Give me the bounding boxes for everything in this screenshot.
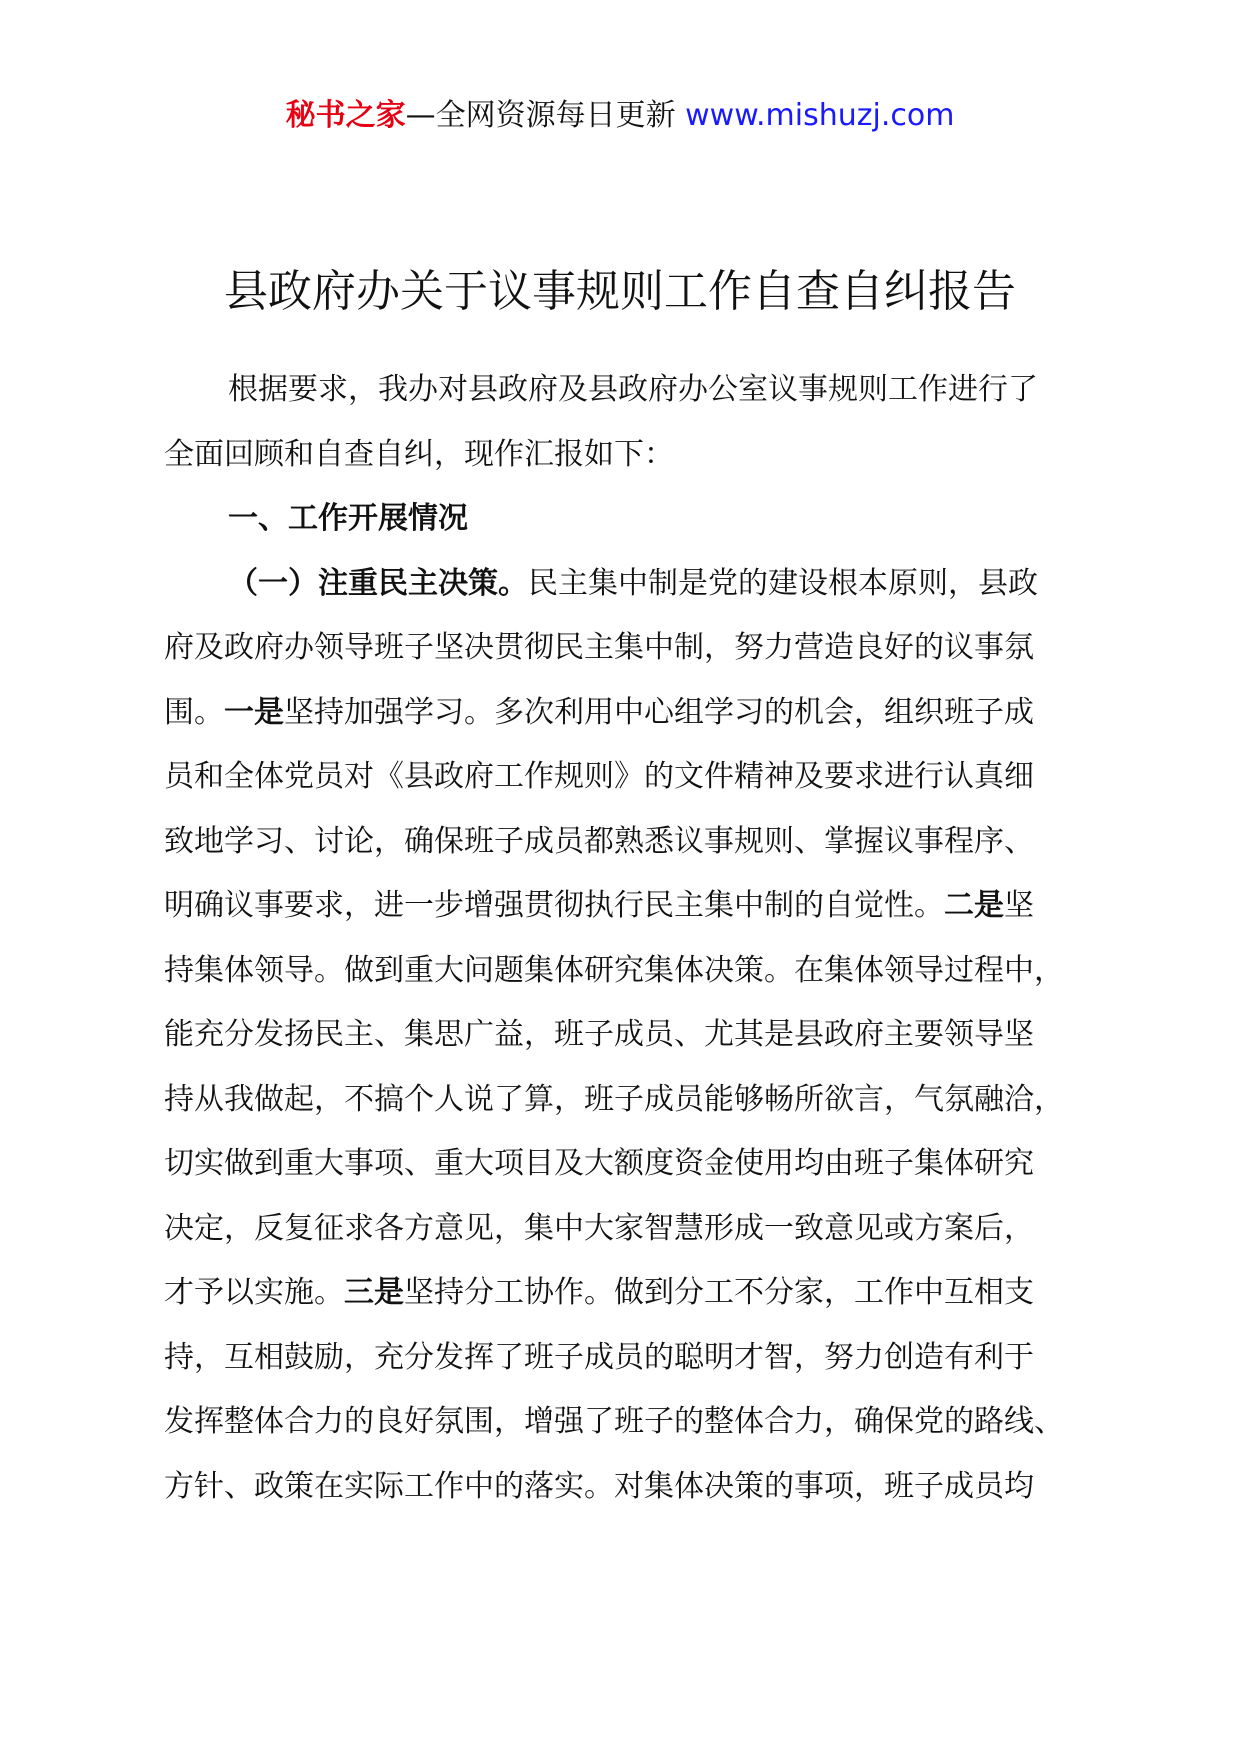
subsection-heading: （一）注重民主决策。 <box>228 565 528 601</box>
point-marker: 二是 <box>944 888 1004 923</box>
body-line <box>164 423 1084 488</box>
site-url[interactable]: www.mishuzj.com <box>685 98 955 133</box>
body-line <box>164 1132 1084 1197</box>
body-line <box>164 874 1084 939</box>
line-text: 全面回顾和自查自纠，现作汇报如下： <box>164 436 674 472</box>
line-text: 员和全体党员对《县政府工作规则》的文件精神及要求进行认真细 <box>164 759 1034 794</box>
line-text: 持从我做起，不搞个人说了算，班子成员能够畅所欲言，气氛融洽， <box>164 1081 1064 1117</box>
point-marker: 一是 <box>224 694 284 730</box>
line-text: 围。 <box>164 694 224 730</box>
body-line <box>164 616 1084 681</box>
document-body <box>164 358 1084 1519</box>
line-text: 府及政府办领导班子坚决贯彻民主集中制，努力营造良好的议事氛 <box>164 630 1034 665</box>
line-text: 民主集中制是党的建设根本原则，县政 <box>528 565 1038 601</box>
brand-slogan: —全网资源每日更新 <box>405 98 686 133</box>
line-text: 坚持分工协作。做到分工不分家，工作中互相支 <box>404 1275 1034 1310</box>
body-line <box>164 810 1084 875</box>
line-text: 坚 <box>1004 888 1034 923</box>
line-text: 切实做到重大事项、重大项目及大额度资金使用均由班子集体研究 <box>164 1146 1034 1181</box>
body-line <box>164 358 1084 423</box>
section-heading <box>164 487 1084 552</box>
point-marker: 三是 <box>344 1275 404 1310</box>
line-text: 一、工作开展情况 <box>228 501 468 536</box>
line-text: 明确议事要求，进一步增强贯彻执行民主集中制的自觉性。 <box>164 888 944 923</box>
body-line <box>164 1390 1084 1455</box>
line-text: 方针、政策在实际工作中的落实。对集体决策的事项，班子成员均 <box>164 1468 1034 1504</box>
body-line <box>164 1326 1084 1391</box>
line-text: 根据要求，我办对县政府及县政府办公室议事规则工作进行了 <box>228 372 1038 407</box>
body-line <box>164 1197 1084 1262</box>
line-text: 致地学习、讨论，确保班子成员都熟悉议事规则、掌握议事程序、 <box>164 823 1034 859</box>
line-text: 持，互相鼓励，充分发挥了班子成员的聪明才智，努力创造有利于 <box>164 1339 1034 1375</box>
line-text: 发挥整体合力的良好氛围，增强了班子的整体合力，确保党的路线、 <box>164 1404 1064 1439</box>
body-line <box>164 1455 1084 1520</box>
line-text: 能充分发扬民主、集思广益，班子成员、尤其是县政府主要领导坚 <box>164 1017 1034 1052</box>
body-line <box>164 1003 1084 1068</box>
line-text: 才予以实施。 <box>164 1275 344 1310</box>
body-line <box>164 1068 1084 1133</box>
body-line <box>164 1261 1084 1326</box>
body-line <box>164 552 1084 617</box>
body-line <box>164 681 1084 746</box>
site-banner <box>0 96 1240 136</box>
brand-name: 秘书之家 <box>285 98 406 133</box>
line-text: 坚持加强学习。多次利用中心组学习的机会，组织班子成 <box>284 694 1034 730</box>
body-line <box>164 745 1084 810</box>
document-title: 县政府办关于议事规则工作自查自纠报告 <box>224 266 1016 317</box>
body-line <box>164 939 1084 1004</box>
line-text: 持集体领导。做到重大问题集体研究集体决策。在集体领导过程中， <box>164 952 1064 988</box>
line-text: 决定，反复征求各方意见，集中大家智慧形成一致意见或方案后， <box>164 1210 1034 1246</box>
